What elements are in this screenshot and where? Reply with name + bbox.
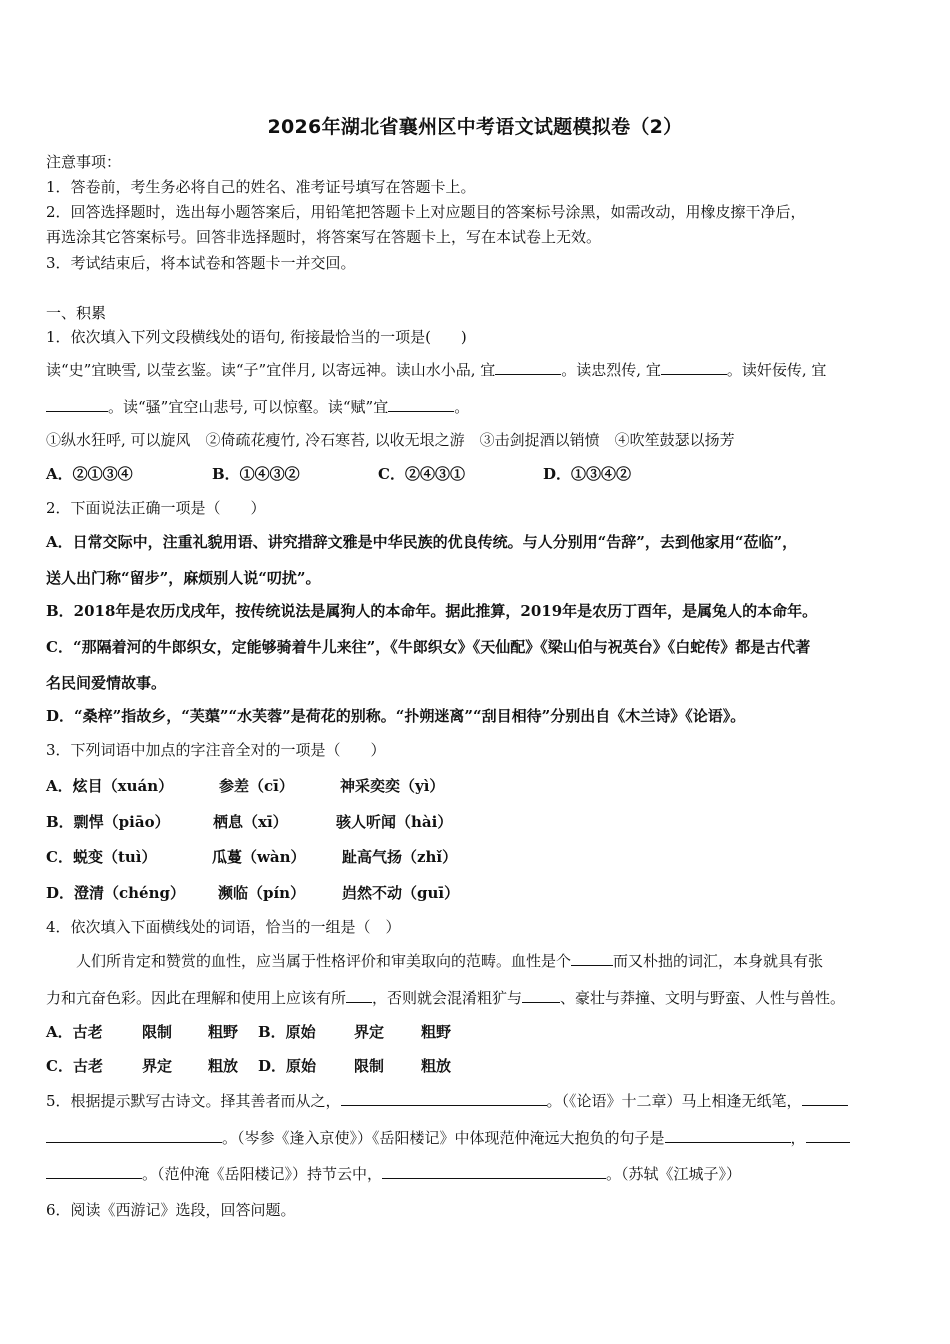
notice-item: 再选涂其它答案标号。回答非选择题时，将答案写在答题卡上，写在本试卷上无效。 bbox=[46, 228, 602, 246]
q3-d-word2: 濒临（pín） bbox=[218, 884, 306, 902]
q3-d-word3: 岿然不动（guī） bbox=[342, 884, 460, 902]
q5-line-2: 。（岑参《逢入京使》）《岳阳楼记》中体现范仲淹远大抱负的句子是 ， bbox=[46, 1128, 850, 1148]
answer-blank bbox=[46, 1128, 222, 1143]
q3-a-word1: A．炫目（xuán） bbox=[46, 777, 174, 795]
q4-option-d-1: D．原始 bbox=[258, 1057, 317, 1075]
q1-option-c: C．②④③① bbox=[378, 465, 465, 483]
q3-c-word3: 趾高气扬（zhǐ） bbox=[342, 848, 458, 866]
q3-c-word1: C．蜕变（tuì） bbox=[46, 848, 157, 866]
q4-option-b-1: B．原始 bbox=[258, 1023, 316, 1041]
answer-blank bbox=[388, 397, 454, 412]
answer-blank bbox=[46, 397, 108, 412]
q2-option-c: C．“那隔着河的牛郎织女，定能够骑着牛儿来往”，《牛郎织女》《天仙配》《梁山伯与祝英台》《白蛇传》都是古代著 bbox=[46, 638, 811, 656]
q3-d-word1: D．澄清（chéng） bbox=[46, 884, 185, 902]
answer-blank bbox=[661, 360, 727, 375]
q2-option-c-cont: 名民间爱情故事。 bbox=[46, 674, 167, 692]
notice-item: 2．回答选择题时，选出每小题答案后，用铅笔把答题卡上对应题目的答案标号涂黑，如需改动，用橡皮擦干净后， bbox=[46, 203, 806, 221]
q4-option-b-3: 粗野 bbox=[421, 1023, 452, 1041]
q4-option-d-3: 粗放 bbox=[421, 1057, 452, 1075]
q2-stem: 2．下面说法正确一项是（ ） bbox=[46, 499, 266, 517]
q2-option-a-cont: 送人出门称“留步”，麻烦别人说“叨扰”。 bbox=[46, 569, 321, 587]
q1-choices: ①纵水狂呼, 可以旋风 ②倚疏花瘦竹, 冷石寒苔, 以收无垠之游 ③击剑捉酒以销愤 ④吹笙鼓瑟以扬芳 bbox=[46, 431, 735, 449]
q4-option-b-2: 界定 bbox=[354, 1023, 385, 1041]
q3-b-word3: 骇人听闻（hài） bbox=[336, 813, 453, 831]
q1-passage-line-2: 。读“骚”宜空山悲号, 可以惊壑。读“赋”宜 。 bbox=[46, 397, 469, 417]
q4-stem: 4．依次填入下面横线处的词语，恰当的一组是（ ） bbox=[46, 918, 401, 936]
answer-blank bbox=[806, 1128, 850, 1143]
notice-item: 1．答卷前，考生务必将自己的姓名、准考证号填写在答题卡上。 bbox=[46, 178, 476, 196]
q2-option-b: B．2018年是农历戊戌年，按传统说法是属狗人的本命年。据此推算，2019年是农历丁酉年，是属兔人的本命年。 bbox=[46, 602, 818, 620]
answer-blank bbox=[341, 1091, 547, 1106]
q2-option-d: D．“桑梓”指故乡，“芙蕖”“水芙蓉”是荷花的别称。“扑朔迷离”“刮目相待”分别出自《木兰诗》《论语》。 bbox=[46, 707, 746, 725]
q1-option-b: B．①④③② bbox=[212, 465, 300, 483]
q6-stem: 6．阅读《西游记》选段，回答问题。 bbox=[46, 1201, 296, 1219]
answer-blank bbox=[346, 988, 372, 1003]
q4-option-a-1: A．古老 bbox=[46, 1023, 103, 1041]
q1-passage-line-1: 读“史”宜映雪, 以莹玄鉴。读“子”宜伴月, 以寄远神。读山水小品, 宜 。读忠烈传, 宜 。读奸佞传, 宜 bbox=[46, 361, 827, 379]
q4-option-c-2: 界定 bbox=[142, 1057, 173, 1075]
q4-option-a-2: 限制 bbox=[142, 1023, 173, 1041]
q4-passage-line-1: 人们所肯定和赞赏的血性，应当属于性格评价和审美取向的范畴。血性是个 而又朴拙的词汇，本身就具有张 bbox=[76, 952, 824, 970]
section-heading: 一、积累 bbox=[46, 304, 107, 322]
page-title: 2026年湖北省襄州区中考语文试题模拟卷（2） bbox=[267, 116, 683, 138]
notice-item: 3．考试结束后，将本试卷和答题卡一并交回。 bbox=[46, 254, 356, 272]
q4-option-a-3: 粗野 bbox=[208, 1023, 239, 1041]
q5-line-3: 。（范仲淹《岳阳楼记》）持节云中， 。（苏轼《江城子》） bbox=[46, 1164, 741, 1184]
q4-passage-line-2: 力和亢奋色彩。因此在理解和使用上应该有所 ，否则就会混淆粗犷与 、豪壮与莽撞、文明与野蛮、人性与兽性。 bbox=[46, 989, 846, 1007]
q3-a-word3: 神采奕奕（yì） bbox=[340, 777, 445, 795]
q2-option-a: A．日常交际中，注重礼貌用语、讲究措辞文雅是中华民族的优良传统。与人分别用“告辞”，去到他家用“莅临”， bbox=[46, 533, 798, 551]
q3-b-word2: 栖息（xī） bbox=[213, 813, 288, 831]
answer-blank bbox=[802, 1091, 848, 1106]
notice-heading: 注意事项： bbox=[46, 153, 122, 171]
q5-line-1: 5．根据提示默写古诗文。择其善者而从之， 。（《论语》十二章）马上相逢无纸笔， bbox=[46, 1091, 848, 1111]
q3-c-word2: 瓜蔓（wàn） bbox=[212, 848, 306, 866]
q3-stem: 3．下列词语中加点的字注音全对的一项是（ ） bbox=[46, 741, 386, 759]
answer-blank bbox=[665, 1128, 791, 1143]
answer-blank bbox=[495, 360, 561, 375]
answer-blank bbox=[382, 1164, 606, 1179]
answer-blank bbox=[46, 1164, 142, 1179]
q1-option-d: D．①③④② bbox=[543, 465, 632, 483]
answer-blank bbox=[571, 951, 613, 966]
q4-option-d-2: 限制 bbox=[354, 1057, 385, 1075]
q3-b-word1: B．剽悍（piāo） bbox=[46, 813, 170, 831]
answer-blank bbox=[522, 988, 560, 1003]
q4-option-c-1: C．古老 bbox=[46, 1057, 103, 1075]
q1-stem: 1．依次填入下列文段横线处的语句, 衔接最恰当的一项是( ) bbox=[46, 328, 467, 346]
q1-option-a: A．②①③④ bbox=[46, 465, 133, 483]
q3-a-word2: 参差（cī） bbox=[219, 777, 294, 795]
q4-option-c-3: 粗放 bbox=[208, 1057, 239, 1075]
